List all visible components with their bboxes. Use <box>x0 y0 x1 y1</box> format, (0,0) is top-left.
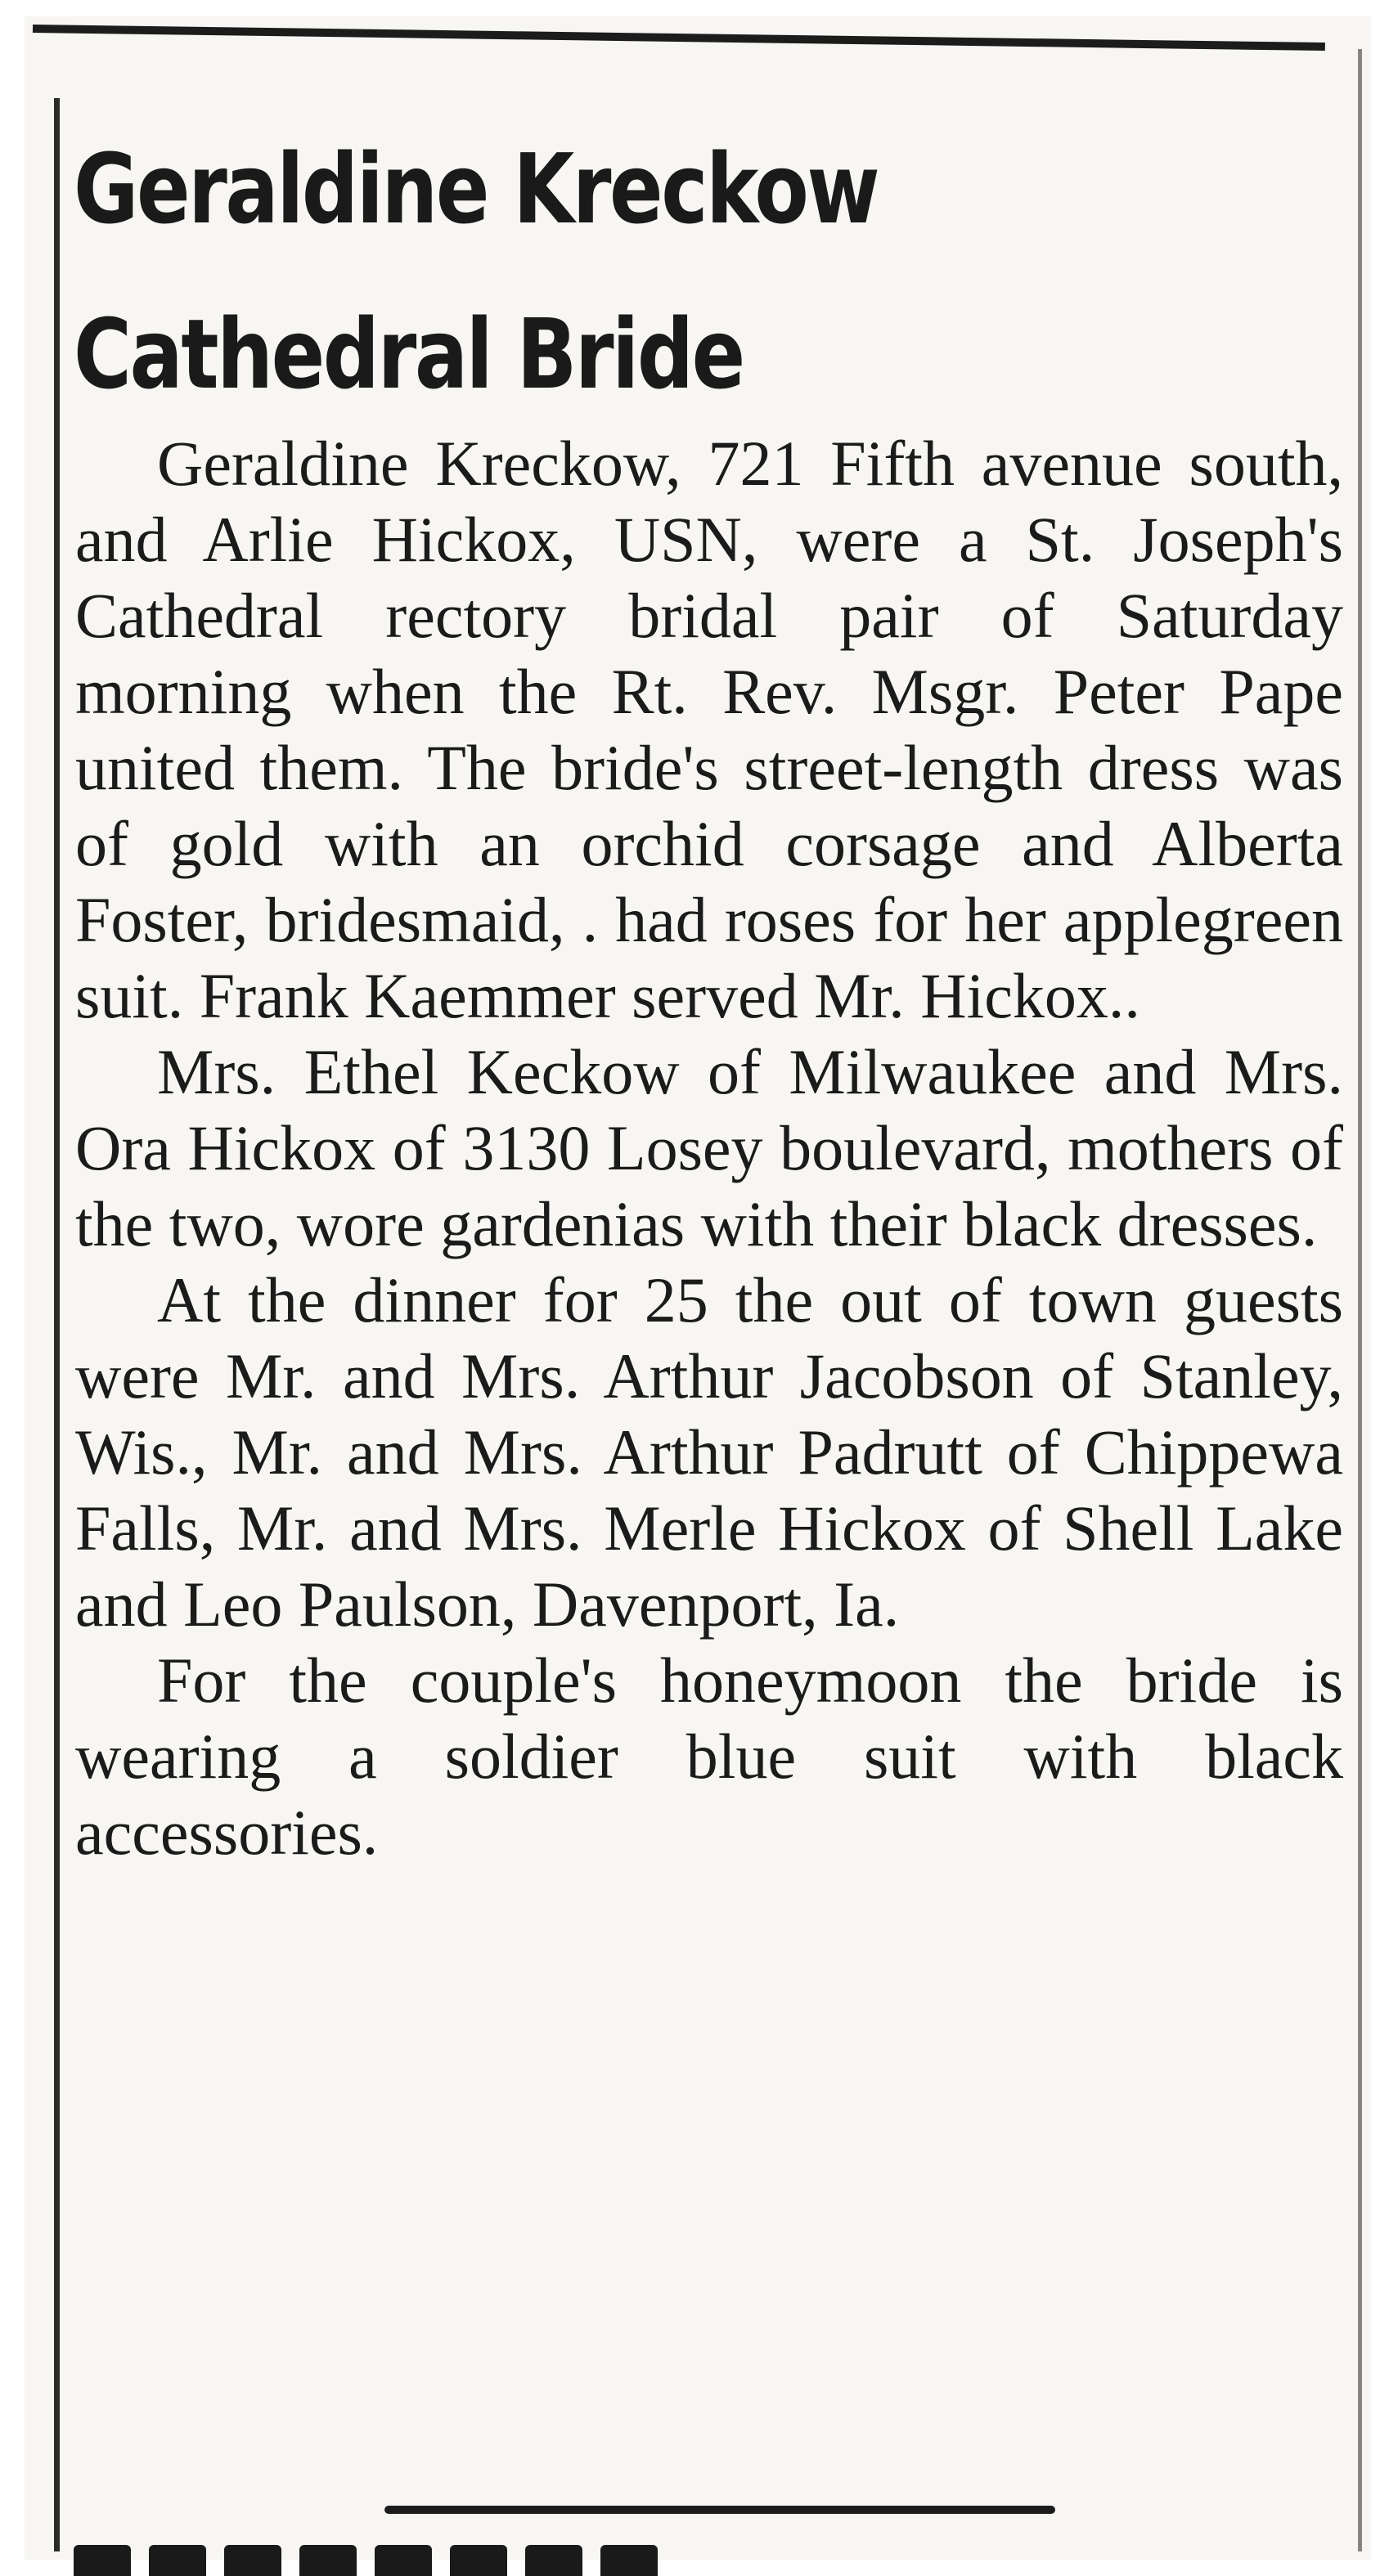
right-column-edge <box>1358 49 1362 2551</box>
headline-line-1: Geraldine Kreckow <box>74 132 879 245</box>
article-paragraph: Geraldine Kreckow, 721 Fifth avenue south, and Arlie Hickox, USN, were a St. Joseph's Cathedral rectory bridal pair of Saturday morning when the Rt. Rev. Msgr. Peter Pape united them. The bride's street-length dress was of gold with an orchid corsage and Alberta Foster, bridesmaid, . had roses for her applegreen suit. Frank Kaemmer served Mr. Hickox.. <box>75 428 1343 1031</box>
article-body <box>75 425 1343 1870</box>
headline <box>74 106 1080 437</box>
headline-line-2: Cathedral Bride <box>74 298 744 411</box>
article-paragraph: Mrs. Ethel Keckow of Milwaukee and Mrs. Ora Hickox of 3130 Losey boulevard, mothers of the two, wore gardenias with their black dresses. <box>75 1036 1343 1259</box>
article-end-rule <box>384 2506 1055 2514</box>
cut-off-next-headline <box>74 2545 810 2576</box>
left-column-rule <box>54 98 60 2551</box>
article-paragraph: At the dinner for 25 the out of town guests were Mr. and Mrs. Arthur Jacobson of Stanley, Wis., Mr. and Mrs. Arthur Padrutt of Chippewa Falls, Mr. and Mrs. Merle Hickox of Shell Lake and Leo Paulson, Davenport, Ia. <box>75 1264 1343 1640</box>
article-paragraph: For the couple's honeymoon the bride is wearing a soldier blue suit with black accessories. <box>75 1645 1343 1868</box>
